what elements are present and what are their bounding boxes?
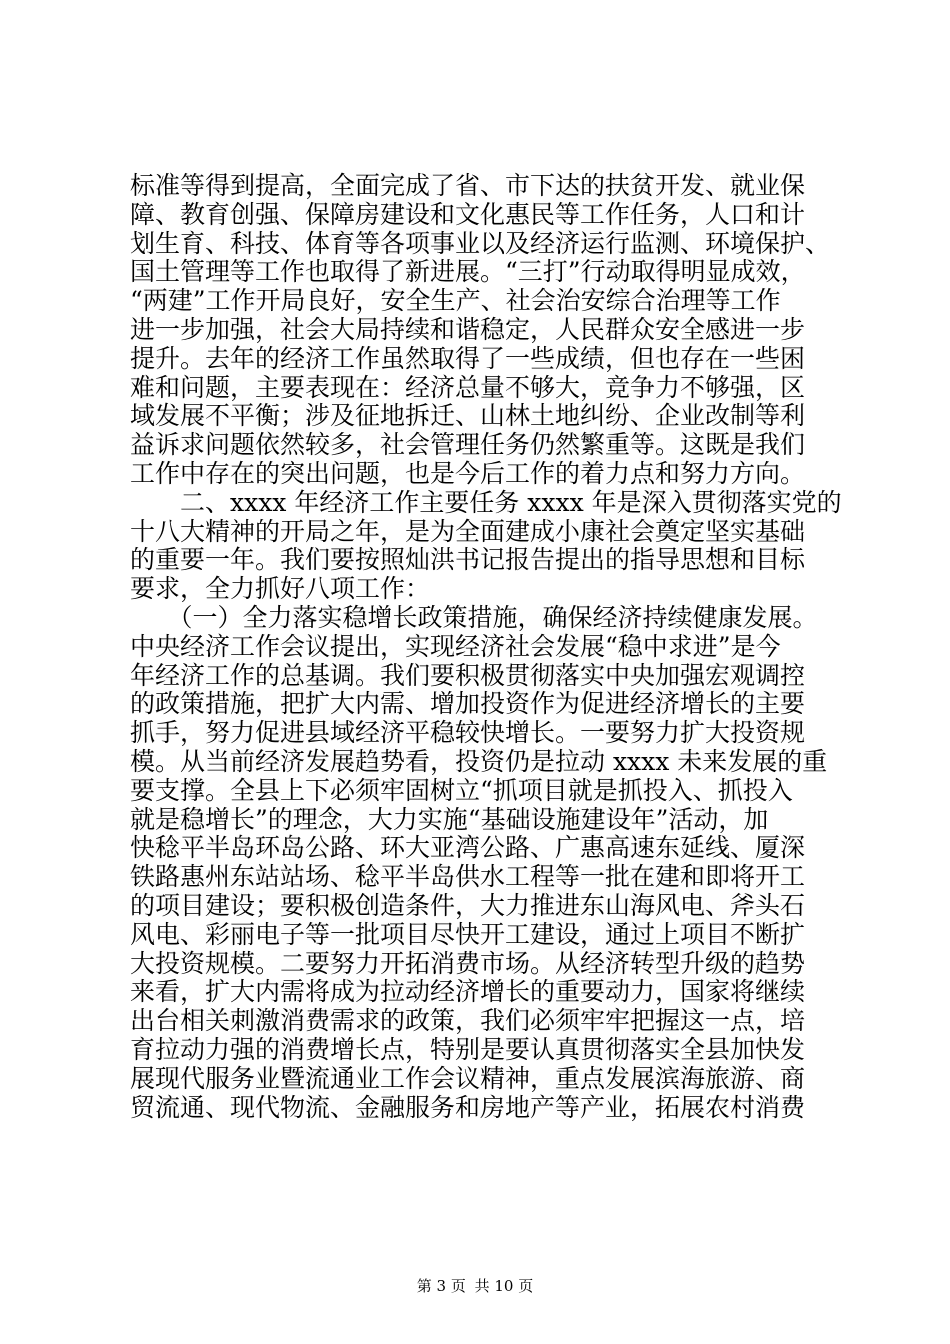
text-line: 中央经济工作会议提出，实现经济社会发展“稳中求进”是今 [130,631,781,661]
page-footer [0,1276,950,1296]
text-line: 要支撑。全县上下必须牢固树立“抓项目就是抓投入、抓投入 [130,775,793,805]
text-line: 障、教育创强、保障房建设和文化惠民等工作任务，人口和计 [130,199,806,229]
text-line: 抓手，努力促进县域经济平稳较快增长。一要努力扩大投资规 [130,718,806,748]
text-line: 大投资规模。二要努力开拓消费市场。从经济转型升级的趋势 [130,948,806,978]
text-line: 十八大精神的开局之年，是为全面建成小康社会奠定坚实基础 [130,516,806,546]
text-line: 标准等得到提高，全面完成了省、市下达的扶贫开发、就业保 [130,171,806,200]
text-line: 要求，全力抓好八项工作： [130,574,431,604]
text-line: 的政策措施，把扩大内需、增加投资作为促进经济增长的主要 [130,689,806,719]
text-line: “两建”工作开局良好，安全生产、社会治安综合治理等工作 [130,286,781,316]
text-line: 进一步加强，社会大局持续和谐稳定，人民群众安全感进一步 [130,314,806,344]
total-pages: 共 10 页 [474,1277,534,1295]
text-line: 工作中存在的突出问题，也是今后工作的着力点和努力方向。 [130,458,806,488]
body-text [130,171,842,1122]
text-line: 铁路惠州东站站场、稔平半岛供水工程等一批在建和即将开工 [130,862,806,892]
text-line: 贸流通、现代物流、金融服务和房地产等产业，拓展农村消费 [130,1092,806,1122]
text-line: 二、xxxx 年经济工作主要任务 xxxx 年是深入贯彻落实党的 [130,487,842,517]
text-line: 来看，扩大内需将成为拉动经济增长的重要动力，国家将继续 [130,977,806,1007]
text-line: 育拉动力强的消费增长点，特别是要认真贯彻落实全县加快发 [130,1034,806,1064]
page-number: 第 3 页 [416,1277,466,1295]
text-line: 的重要一年。我们要按照灿洪书记报告提出的指导思想和目标 [130,545,806,575]
text-line: 的项目建设；要积极创造条件，大力推进东山海风电、斧头石 [130,890,806,920]
text-line: 国土管理等工作也取得了新进展。“三打”行动取得明显成效， [130,257,806,287]
text-line: 模。从当前经济发展趋势看，投资仍是拉动 xxxx 未来发展的重 [130,746,828,776]
text-line: 益诉求问题依然较多，社会管理任务仍然繁重等。这既是我们 [130,430,806,460]
text-line: （一）全力落实稳增长政策措施，确保经济持续健康发展。 [130,602,818,632]
text-line: 划生育、科技、体育等各项事业以及经济运行监测、环境保护、 [130,228,831,258]
text-line: 就是稳增长”的理念，大力实施“基础设施建设年”活动，加 [130,804,769,834]
text-line: 快稔平半岛环岛公路、环大亚湾公路、广惠高速东延线、厦深 [130,833,806,863]
text-line: 域发展不平衡；涉及征地拆迁、山林土地纠纷、企业改制等利 [130,401,806,431]
text-line: 展现代服务业暨流通业工作会议精神，重点发展滨海旅游、商 [130,1063,806,1093]
text-line: 难和问题，主要表现在：经济总量不够大，竞争力不够强，区 [130,372,806,402]
text-line: 出台相关刺激消费需求的政策，我们必须牢牢把握这一点，培 [130,1006,806,1036]
text-line: 风电、彩丽电子等一批项目尽快开工建设，通过上项目不断扩 [130,919,806,949]
text-line: 年经济工作的总基调。我们要积极贯彻落实中央加强宏观调控 [130,660,806,690]
text-line: 提升。去年的经济工作虽然取得了一些成绩，但也存在一些困 [130,343,806,373]
